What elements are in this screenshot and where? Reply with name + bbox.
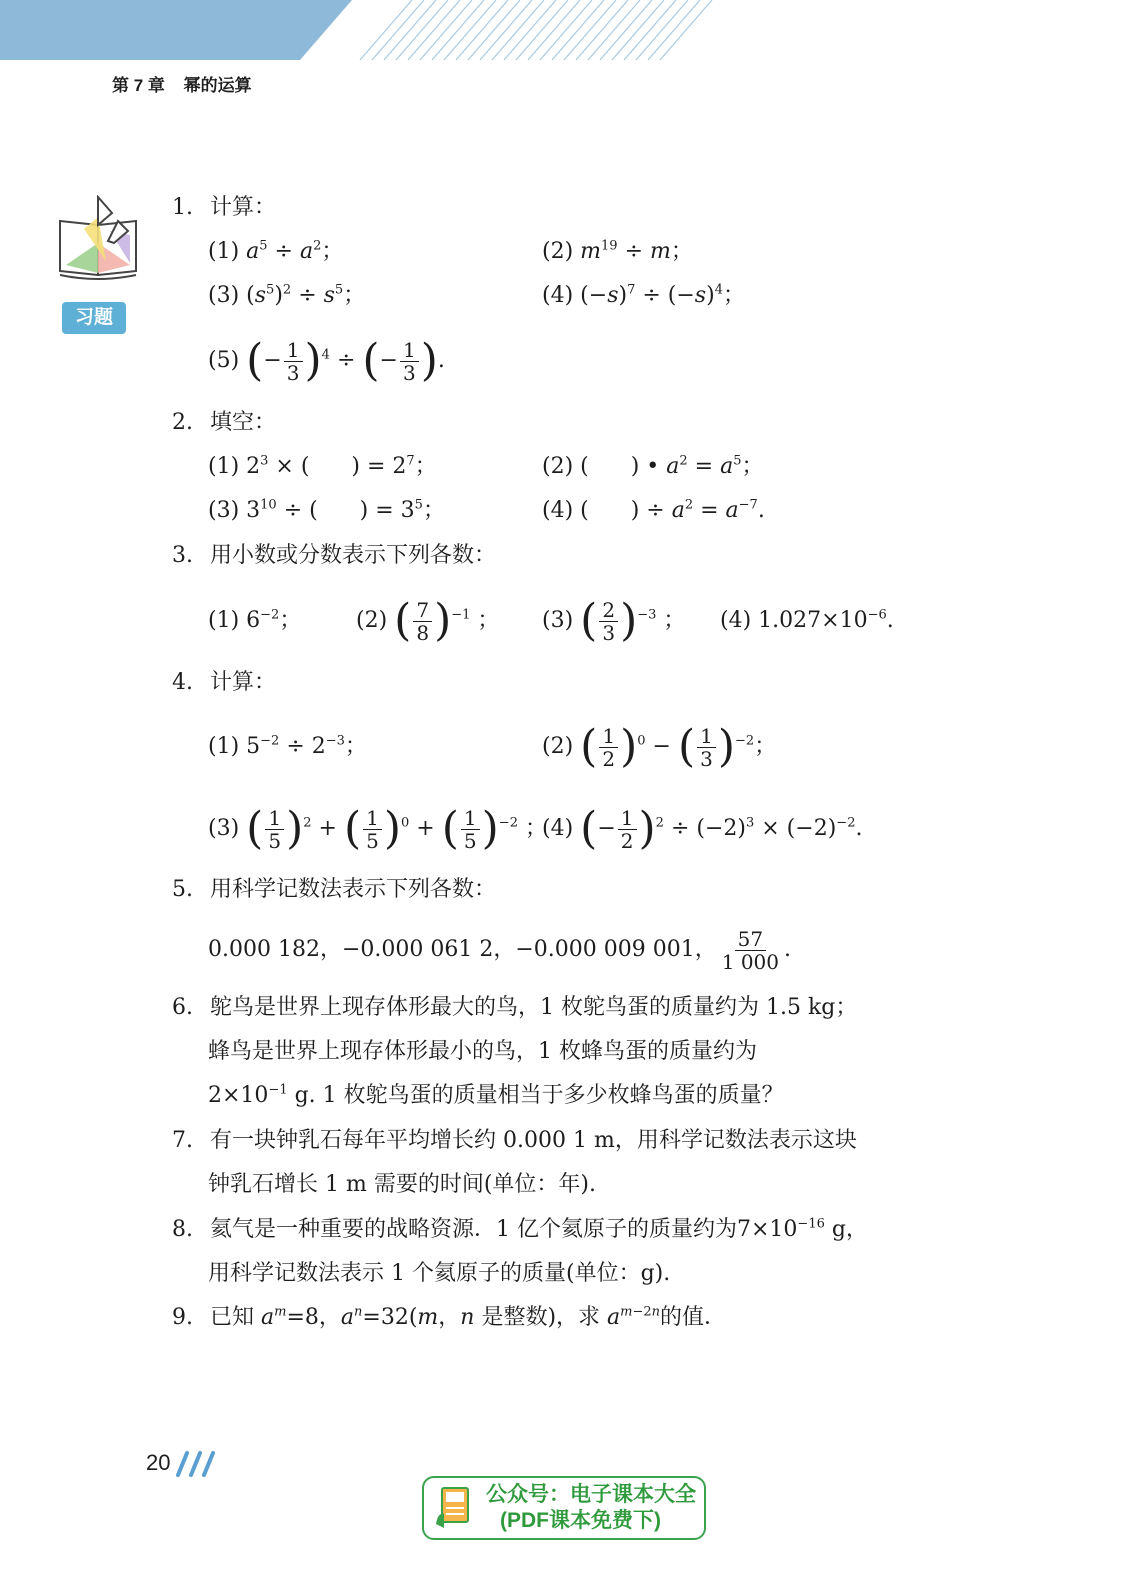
- problem-list: [172, 0, 932, 1400]
- problem-3-1: (1) $6^{-2}$；: [208, 607, 302, 633]
- problem-4-2: (2) ( $\frac{1}{2}$ )$^0$ − ( $\frac{1}{3}$ )$^{-2}$；: [542, 721, 777, 772]
- problem-3-2: (2) ( $\frac{7}{8}$ )$^{-1}$ ；: [356, 595, 500, 646]
- exercise-book-icon: [54, 195, 142, 283]
- page-mark-slashes: [174, 1450, 216, 1478]
- problem-2-3: (3) $3^{10}$ ÷ ( ) = $3^5$；: [208, 497, 445, 523]
- problem-1-1: (1) $a^5 \div a^2$；: [208, 238, 344, 264]
- problem-2-4: (4) ( ) ÷ $a^2 = a^{-7}$.: [542, 497, 765, 523]
- problem-4-4: (4) (− $\frac{1}{2}$ )$^2 \div (-2)^3 \times (-2)^{-2}$.: [542, 803, 863, 854]
- problem-1-3: (3) $(s^5)^2 \div s^5$；: [208, 282, 366, 308]
- problem-4-3: (3) ( $\frac{1}{5}$ )$^2$ + ( $\frac{1}{5}$ )$^0$ + ( $\frac{1}{5}$ )$^{-2}$ ；: [208, 803, 547, 854]
- problem-7-line2: 钟乳石增长 1 m 需要的时间(单位：年).: [208, 1172, 596, 1197]
- problem-9: 9. 已知 $a^m=8$，$a^n=32(m$，n 是整数)，求 $a^{m-2n}$的值．: [172, 1304, 727, 1330]
- problem-2-stem: 2. 填空：: [172, 410, 277, 435]
- problem-8-line1: 8. 氦气是一种重要的战略资源．1 亿个氦原子的质量约为$7\times 10^{-16}$ g，: [172, 1216, 868, 1242]
- chapter-title: 幂的运算: [183, 76, 252, 95]
- page-number: 20: [146, 1450, 171, 1475]
- problem-1-2: (2) $m^{19} \div m$；: [542, 238, 693, 264]
- book-logo-icon: [434, 1484, 478, 1534]
- problem-2-1: (1) $2^3$ × ( ) = $2^7$；: [208, 453, 437, 479]
- problem-4-1: (1) $5^{-2} \div 2^{-3}$；: [208, 733, 367, 759]
- chapter-number: 第 7 章: [112, 76, 165, 95]
- exercise-badge: 习题: [62, 302, 126, 334]
- problem-5-values: 0.000 182，−0.000 061 2，−0.000 009 001， $\frac{57}{1 000}$ .: [208, 926, 792, 974]
- watermark-line2: (PDF课本免费下): [500, 1509, 661, 1532]
- problem-6-line2: 蜂鸟是世界上现存体形最小的鸟，1 枚蜂鸟蛋的质量约为: [208, 1039, 757, 1064]
- problem-3-3: (3) ( $\frac{2}{3}$ )$^{-3}$ ；: [542, 595, 686, 646]
- problem-6-line3: $2\times 10^{-1}$ g. 1 枚鸵鸟蛋的质量相当于多少枚蜂鸟蛋的质量？: [208, 1082, 784, 1108]
- problem-2-2: (2) ( ) • $a^2 = a^5$；: [542, 453, 764, 479]
- problem-8-line2: 用科学记数法表示 1 个氦原子的质量(单位：g).: [208, 1261, 671, 1286]
- problem-1-4: (4) $(-s)^7 \div (-s)^4$；: [542, 282, 745, 308]
- problem-1-stem: 1. 计算：: [172, 195, 277, 220]
- problem-7-line1: 7. 有一块钟乳石每年平均增长约 0.000 1 m，用科学记数法表示这块: [172, 1128, 857, 1153]
- problem-6-line1: 6. 鸵鸟是世界上现存体形最大的鸟，1 枚鸵鸟蛋的质量约为 1.5 kg；: [172, 995, 858, 1020]
- problem-5-stem: 5. 用科学记数法表示下列各数：: [172, 877, 497, 902]
- watermark-line1: 公众号：电子课本大全: [486, 1483, 696, 1506]
- problem-3-4: (4) $1.027\times 10^{-6}$.: [720, 607, 894, 633]
- problem-3-stem: 3. 用小数或分数表示下列各数：: [172, 543, 497, 568]
- problem-4-stem: 4. 计算：: [172, 670, 277, 695]
- watermark-stamp: [422, 1476, 706, 1540]
- problem-1-5: (5) (− $\frac{1}{3}$ )$^4$ ÷ (− $\frac{1}{3}$ ).: [208, 335, 445, 386]
